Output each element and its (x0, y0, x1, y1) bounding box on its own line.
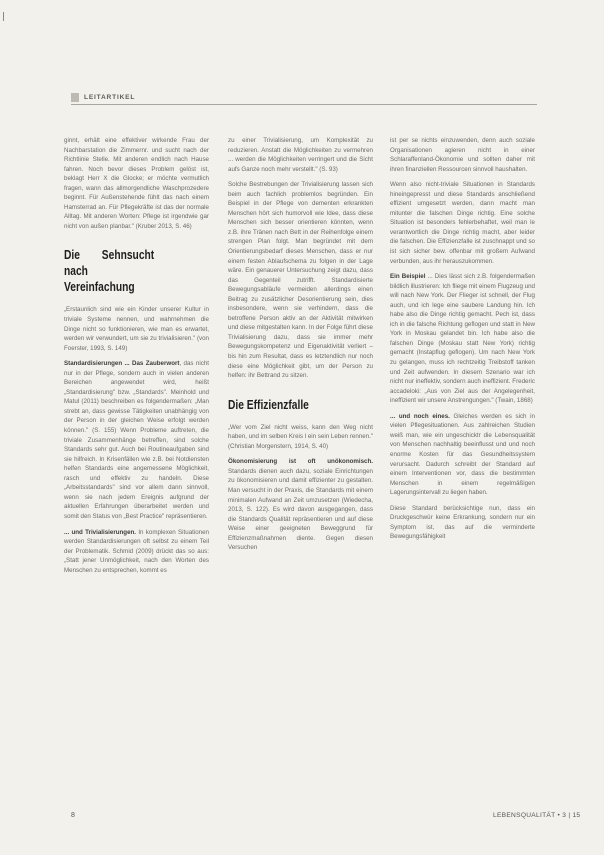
paragraph (64, 359, 209, 521)
run-in-heading: Standardisierungen ... Das Zauberwort (64, 360, 180, 368)
run-in-heading: Ökonomisierung ist oft unökonomisch. (228, 458, 373, 466)
text-column-2 (228, 136, 373, 559)
paragraph (228, 457, 373, 552)
section-heading: Die Effizienzfalle (228, 397, 309, 412)
section-heading: Die Sehnsucht nach Vereinfachung (64, 248, 155, 295)
paragraph: Diese Standard berücksichtige nun, dass ein Druckgeschwür keine Erkrankung, sondern nur ein Symptom ist, das auf die verminderte Bewegungsfähigkeit (390, 504, 535, 541)
section-label: LEITARTIKEL (84, 94, 136, 101)
paragraph: ginnt, erhält eine effektiver wirkende Frau der Nachbarstation die Zimmernr. und sucht nach der Richtlinie Stelle. Mit anderen endlich nach Hause fahren. Noch bevor dieses Problem gelöst ist, beklagt Herr X die Glocke; er möchte vermutlich fragen, wann das allmorgendliche Waschprozedere beginnt. Für Außenstehende fühlt das nach einem Hamsterrad an. Für Pflegekräfte ist das der normale Alltag. Mit anderen Worten: Pflege ist irgendwie gar nicht von außen planbar." (Kruber 2013, S. 46) (64, 137, 209, 230)
paragraph-text: In komplexen Situationen werden Standardisierungen oft selbst zu einem Teil der Problematik. Schmid (2009) drückt das so aus: „Statt jener Unmöglichkeit, nach den Worten des Menschen zu entsprechen, kommt es (64, 528, 209, 574)
section-marker-square (71, 93, 79, 102)
text-column-3 (390, 136, 535, 548)
paragraph-text: Standards dienen auch dazu, soziale Einrichtungen zu ökonomisieren und damit effizienter zu gestalten. Man versucht in der Praxis, die Standards mit einem minimalen Aufwand an Zeit umzusetzen (Wiedecha, 2013, S. 122). Es wird davon ausgegangen, dass die Standards Qualität repräsentieren und auf diese Weise einer geeigneten Beweggrund für Effizienzmaßnahmen diente. Gegen diesen Versuchen (228, 467, 373, 552)
paragraph (64, 528, 209, 576)
running-header (71, 93, 135, 102)
run-in-heading: Ein Beispiel (390, 273, 426, 281)
paragraph (390, 272, 535, 406)
paragraph-text: Gleiches werden es sich in vielen Pflegesituationen. Aus zahlreichen Studien weiß man, wie ein ungeschicktr die Lebensqualität von Menschen nachhaltig beeinflusst und und noch enorme Kosten für das Gesundheitssystem verursacht. Dadurch schreibt der Standard auf einem Interventionen vor, dass die bestimmten Menschen in einem regelmäßigen Lagerungsintervall zu liegen haben. (390, 412, 535, 497)
crop-mark (3, 12, 7, 21)
page-number: 8 (71, 812, 75, 819)
paragraph: Wenn also nicht-triviale Situationen in Standards hineingepresst und diese Standards anschließend effizient umgesetzt werden, dann macht man mitunter die falschen Dinge richtig. Eine solche Situation ist besonders fehlerbehaftet, weil man le verantwortlich die Dinge richtig macht, aber leider die falschen. Die Effizienzfalle ist zuschnappt und so ist sich sicher bew. offenbar mit großem Aufwand verbunden, aus ihr herauszukommen. (390, 181, 535, 265)
paragraph: ist per se nichts einzuwenden, denn auch soziale Organisationen agieren nicht in einer Schlaraffenland-Ökonomie und sollten daher mit ihren finanziellen Ressourcen sinnvoll haushalten. (390, 137, 535, 173)
issue-label: LEBENSQUALITÄT • 3 | 15 (493, 812, 581, 819)
paragraph-text: , das nicht nur in der Pflege, sondern auch in vielen anderen Bereichen angewendet wird, heißt „Standardisierung" bzw. „Standards". Meinhold und Matul (2011) beschreiben es folgendermaßen: „Man strebt an, dass gewisse Tätigkeiten unabhängig von der Person in der gleichen Weise erfolgt werden können." (S. 155) Wenn Probleme auftreten, die triviale Zusammenhänge betreffen, sind solche Standards sehr gut. Auch bei Routineaufgaben sind sie hilfreich. In Krisenfällen wie z.B. bei Notdiensten helfen Standards eine angemessene Möglichkeit, rasch und effektiv zu handeln. Diese „Arbeitsstandards" sind vor allem dann sinnvoll, wenn sie nach jedem Ereignis aufgrund der aktuellen Erfahrungen überarbeitet werden und somit den Status von „Best Practice" repräsentieren. (64, 360, 209, 520)
quote-paragraph: „Erstaunlich sind wie ein Kinder unserer Kultur in triviale Systeme nennen, und wahrnehmen die Dinge nicht so funktionieren, wie man es erwartet, werden wir verwundert, um sie zu trivialisieren." (von Foerster, 1993, S. 149) (64, 306, 209, 352)
quote-paragraph: „Wer vom Ziel nicht weiss, kann den Weg nicht haben, und im selben Kreis l ein sein Leben rennen." (Christian Morgenstern, 1914, S. 40) (228, 423, 373, 450)
header-rule (71, 104, 537, 105)
paragraph: zu einer Trivialisierung, um Komplexität zu reduzieren. Anstatt die Möglichkeiten zu vermehren ... werden die Möglichkeiten verringert und die Sicht aufs Ganze noch mehr verstellt." (S. 93) (228, 137, 373, 173)
paragraph (390, 412, 535, 498)
run-in-heading: ... und noch eines. (390, 412, 450, 420)
paragraph: Solche Bestrebungen der Trivialisierung lassen sich beim auch fachlich problemlos begründen. Ein Beispiel in der Pflege von dementen erkrankten Menschen hört sich humorvoll wie Idee, dass diese Menschen sich besser orientieren könnten, wenn z.B. ihre Tränen nach Bett in der Reihenfolge einem strengen Plan folgt. Man begründet mit dem Orientierungsbedarf dieses Menschen, dass er nur einem festen Ablaufschema zu folgen in der Lage wäre. Ein genauerer Untersuchung zeigt dazu, dass das Gegenteil zutrifft. Standardisierte Bewegungsabläufe vermeiden allerdings einen Beitrag zu zusätzlicher Desorientierung sein, dies insbesondere, wenn sie verhindern, dass die betroffene Person aktiv an der Aktivität mitwirken und diese mitgestalten kann. In der Folge führt diese Trivialisierung dazu, dass sie immer mehr Bewegungskompetenz und Eigenaktivität verliert – bis hin zum Resultat, dass es letztendlich nur noch diese eine Möglichkeit gibt, um der Person zu helfen: ihr Bettrand zu sitzen. (228, 181, 373, 380)
paragraph-text: ... Dies lässt sich z.B. folgendermaßen bildlich illustrieren: Ich fliege mit einem Flugzeug und will nach New York. Der Flieger ist schnell, der Flug auch, und ich lege eine saubere Landung hin. Ich habe also die Dinge richtig gemacht. Pech ist, dass ich in die falsche Richtung geflogen und statt in New York in Moskau gelandet bin. Ich habe also die falschen Dinge (Moskau statt New York) richtig gemacht (Instapflug geflogen). Um nach New York zu gelangen, muss ich rechtzeitig Treibstoff tanken und Zeit aufwenden. In diesem Szenario war ich nicht nur ineffektiv, sondern auch ineffizient. Frederic accadeloki: „Aus von Ziel aus der Angelegenheit, ineffizient wir unsere Anstrengungen." (Twain, 1868) (390, 273, 535, 405)
text-column-1 (64, 136, 209, 581)
run-in-heading: ... und Trivialisierungen. (64, 528, 137, 536)
